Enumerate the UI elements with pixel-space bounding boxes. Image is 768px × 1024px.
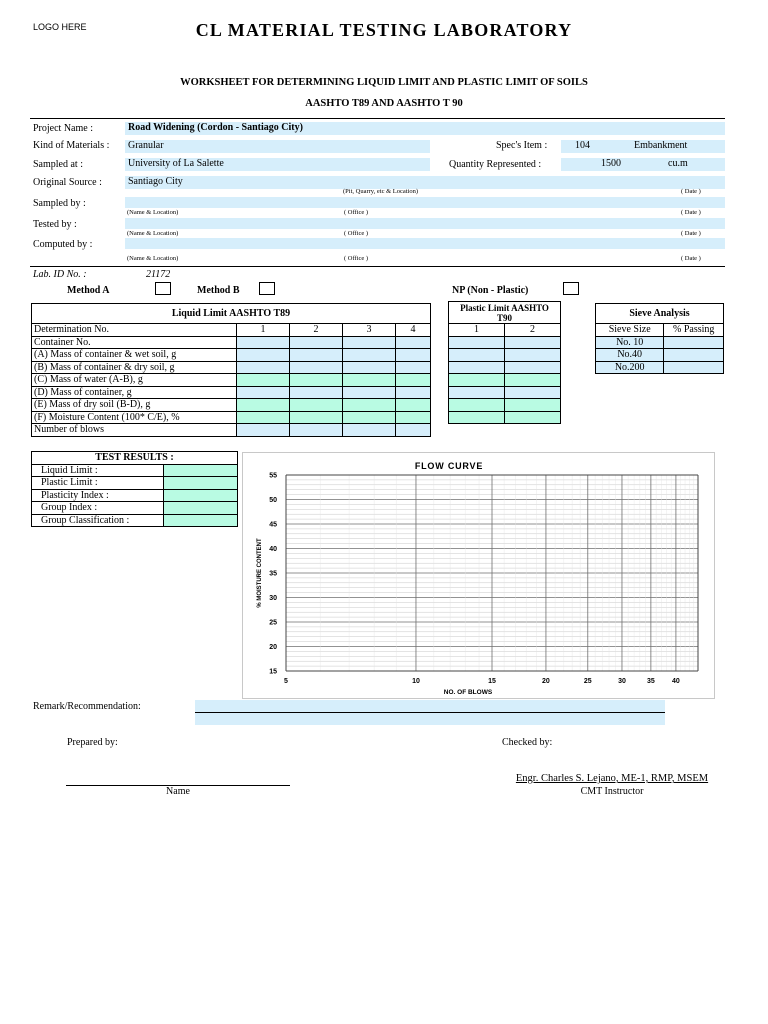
sampled-at-field[interactable] [125,158,430,171]
ll-cell[interactable] [343,349,396,362]
ll-cell [396,374,431,387]
ll-cell [237,399,290,412]
x-tick-label: 40 [672,678,680,685]
kind-value: Granular [128,140,164,151]
result-label: Group Classification : [32,514,164,527]
pl-cell[interactable] [505,336,561,349]
lab-id-value: 21172 [146,269,171,280]
sieve-passing-cell[interactable] [664,336,724,349]
ll-cell[interactable] [237,349,290,362]
sampled-by-field[interactable] [125,197,725,208]
ll-cell [290,411,343,424]
ll-cell [237,411,290,424]
y-tick-label: 20 [269,644,277,651]
np-checkbox[interactable] [563,282,579,295]
ll-trial-header: 3 [343,324,396,337]
plastic-limit-title [449,302,561,324]
pl-cell [505,374,561,387]
ll-cell[interactable] [396,336,431,349]
ll-cell[interactable] [237,386,290,399]
result-label: Plastic Limit : [32,477,164,490]
quantity-field[interactable] [561,158,725,171]
ll-cell[interactable] [343,424,396,437]
pl-cell[interactable] [449,361,505,374]
pl-cell [505,399,561,412]
pl-cell [449,374,505,387]
ll-cell [290,374,343,387]
plastic-limit-table [448,301,561,424]
ll-cell[interactable] [396,361,431,374]
ll-cell[interactable] [396,386,431,399]
sieve-analysis-table [595,303,724,374]
quantity-label: Quantity Represented : [449,159,542,170]
source-hint: (Pit, Quarry, etc & Location) [343,188,419,195]
engineer-title: CMT Instructor [580,786,644,797]
chart-x-axis-label: NO. OF BLOWS [443,689,493,696]
tested-by-label: Tested by : [33,219,77,230]
spec-number: 104 [575,140,590,151]
sampled-by-name-hint: (Name & Location) [127,209,179,216]
flow-curve-chart [242,452,715,699]
pl-cell[interactable] [449,336,505,349]
chart-title: FLOW CURVE [414,461,484,471]
pl-cell [449,411,505,424]
ll-cell[interactable] [343,386,396,399]
ll-cell[interactable] [237,361,290,374]
x-tick-label: 10 [412,678,420,685]
chart-y-axis-label: % MOISTURE CONTENT [257,538,263,608]
x-tick-label: 20 [542,678,550,685]
header-divider [30,118,725,119]
ll-row-label: Number of blows [32,424,237,437]
result-label: Group Index : [32,502,164,515]
pl-cell [449,399,505,412]
y-tick-label: 55 [269,472,277,480]
sieve-passing-cell[interactable] [664,349,724,362]
method-b-label: Method B [197,285,240,296]
y-tick-label: 45 [269,521,277,529]
result-value [163,464,237,477]
ll-row-label: (B) Mass of container & dry soil, g [32,361,237,374]
y-tick-label: 35 [269,570,277,578]
ll-trial-header: 1 [237,324,290,337]
quantity-unit: cu.m [668,158,688,169]
y-tick-label: 25 [269,619,277,627]
remark-field-2[interactable] [195,713,665,725]
computed-by-label: Computed by : [33,239,93,250]
pl-cell[interactable] [505,386,561,399]
spec-field[interactable] [561,140,725,153]
project-name-field[interactable] [125,122,725,135]
ll-cell[interactable] [343,336,396,349]
flow-curve-svg [243,453,714,698]
sieve-size: No.40 [596,349,664,362]
ll-row-label: (D) Mass of container, g [32,386,237,399]
quantity-value: 1500 [601,158,621,169]
source-label: Original Source : [33,177,102,188]
pl-cell[interactable] [449,386,505,399]
y-tick-label: 40 [269,546,277,553]
info-divider [30,266,725,267]
result-value [163,502,237,515]
x-tick-label: 25 [583,678,592,685]
ll-row-label: (C) Mass of water (A-B), g [32,374,237,387]
ll-cell [343,399,396,412]
liquid-limit-table [31,303,431,437]
source-field[interactable] [125,176,725,189]
source-date-hint: ( Date ) [681,188,701,195]
test-results-table [31,451,238,527]
tested-by-office-hint: ( Office ) [344,230,369,237]
checked-by-label: Checked by: [502,737,553,748]
result-value [163,489,237,502]
plastic-limit-title-line2: T90 [496,312,512,323]
sieve-title: Sieve Analysis [596,304,724,324]
prepared-by-label: Prepared by: [67,737,118,748]
y-tick-label: 50 [269,497,277,504]
ll-row-label: (A) Mass of container & wet soil, g [32,349,237,362]
computed-by-field[interactable] [125,238,725,249]
pl-trial-header: 2 [505,324,561,337]
ll-cell[interactable] [290,336,343,349]
source-value: Santiago City [128,176,183,187]
project-name-label: Project Name : [33,123,93,134]
y-tick-label: 15 [269,668,277,676]
result-label: Liquid Limit : [32,464,164,477]
sampled-by-label: Sampled by : [33,198,86,209]
results-title: TEST RESULTS : [32,452,238,465]
plastic-limit-title-line1: Plastic Limit AASHTO [460,302,549,313]
pl-cell[interactable] [505,361,561,374]
ll-cell [343,411,396,424]
ll-cell[interactable] [237,336,290,349]
ll-cell [237,374,290,387]
computed-by-date-hint: ( Date ) [681,255,701,262]
sieve-size: No. 10 [596,336,664,349]
method-a-checkbox[interactable] [155,282,171,295]
sampled-by-date-hint: ( Date ) [681,209,701,216]
kind-label: Kind of Materials : [33,140,110,151]
x-tick-label: 35 [646,678,655,685]
method-a-label: Method A [67,285,110,296]
ll-cell [396,411,431,424]
sampled-by-office-hint: ( Office ) [344,209,369,216]
tested-by-name-hint: (Name & Location) [127,230,179,237]
ll-trial-header: 2 [290,324,343,337]
chart-gridlines [286,475,698,671]
project-name-value: Road Widening (Cordon - Santiago City) [128,122,303,133]
ll-cell[interactable] [290,424,343,437]
x-tick-label: 5 [284,678,288,685]
computed-by-name-hint: (Name & Location) [127,255,179,262]
method-b-checkbox[interactable] [259,282,275,295]
ll-row-label: (E) Mass of dry soil (B-D), g [32,399,237,412]
ll-row-label: Container No. [32,336,237,349]
tested-by-field[interactable] [125,218,725,229]
lab-id-label: Lab. ID No. : [33,269,87,280]
engineer-name: Engr. Charles S. Lejano, ME-1, RMP, MSEM [515,773,709,784]
result-label: Plasticity Index : [32,489,164,502]
remark-label: Remark/Recommendation: [33,701,141,712]
ll-cell[interactable] [290,386,343,399]
ll-row-label: (F) Moisture Content (100* C/E), % [32,411,237,424]
ll-cell[interactable] [290,361,343,374]
computed-by-office-hint: ( Office ) [344,255,369,262]
ll-cell[interactable] [290,349,343,362]
kind-field[interactable] [125,140,430,153]
liquid-limit-title: Liquid Limit AASHTO T89 [32,304,431,324]
np-label: NP (Non - Plastic) [452,285,529,296]
standards-subtitle: AASHTO T89 AND AASHTO T 90 [305,98,463,109]
name-caption: Name [166,786,190,797]
pl-cell[interactable] [505,349,561,362]
ll-cell[interactable] [396,424,431,437]
ll-cell[interactable] [237,424,290,437]
sieve-passing-header: % Passing [664,324,724,337]
pl-cell[interactable] [449,349,505,362]
ll-cell[interactable] [396,349,431,362]
worksheet-title: WORKSHEET FOR DETERMINING LIQUID LIMIT AND PLASTIC LIMIT OF SOILS [180,77,588,88]
x-tick-label: 30 [618,678,626,685]
remark-field-1[interactable] [195,700,665,713]
pl-trial-header: 1 [449,324,505,337]
ll-cell [343,374,396,387]
tested-by-date-hint: ( Date ) [681,230,701,237]
ll-cell [396,399,431,412]
x-tick-label: 15 [488,678,496,685]
sampled-at-value: University of La Salette [128,158,224,169]
ll-cell[interactable] [343,361,396,374]
sieve-passing-cell[interactable] [664,361,724,374]
y-tick-label: 30 [269,595,277,602]
ll-row-label: Determination No. [32,324,237,337]
logo-placeholder: LOGO HERE [33,22,87,32]
spec-name: Embankment [634,140,688,151]
ll-cell [290,399,343,412]
ll-trial-header: 4 [396,324,431,337]
spec-label: Spec's Item : [496,140,548,151]
result-value [163,477,237,490]
lab-title: CL MATERIAL TESTING LABORATORY [195,20,573,40]
pl-cell [505,411,561,424]
result-value [163,514,237,527]
sieve-size-header: Sieve Size [596,324,664,337]
sampled-at-label: Sampled at : [33,159,83,170]
sieve-size: No.200 [596,361,664,374]
